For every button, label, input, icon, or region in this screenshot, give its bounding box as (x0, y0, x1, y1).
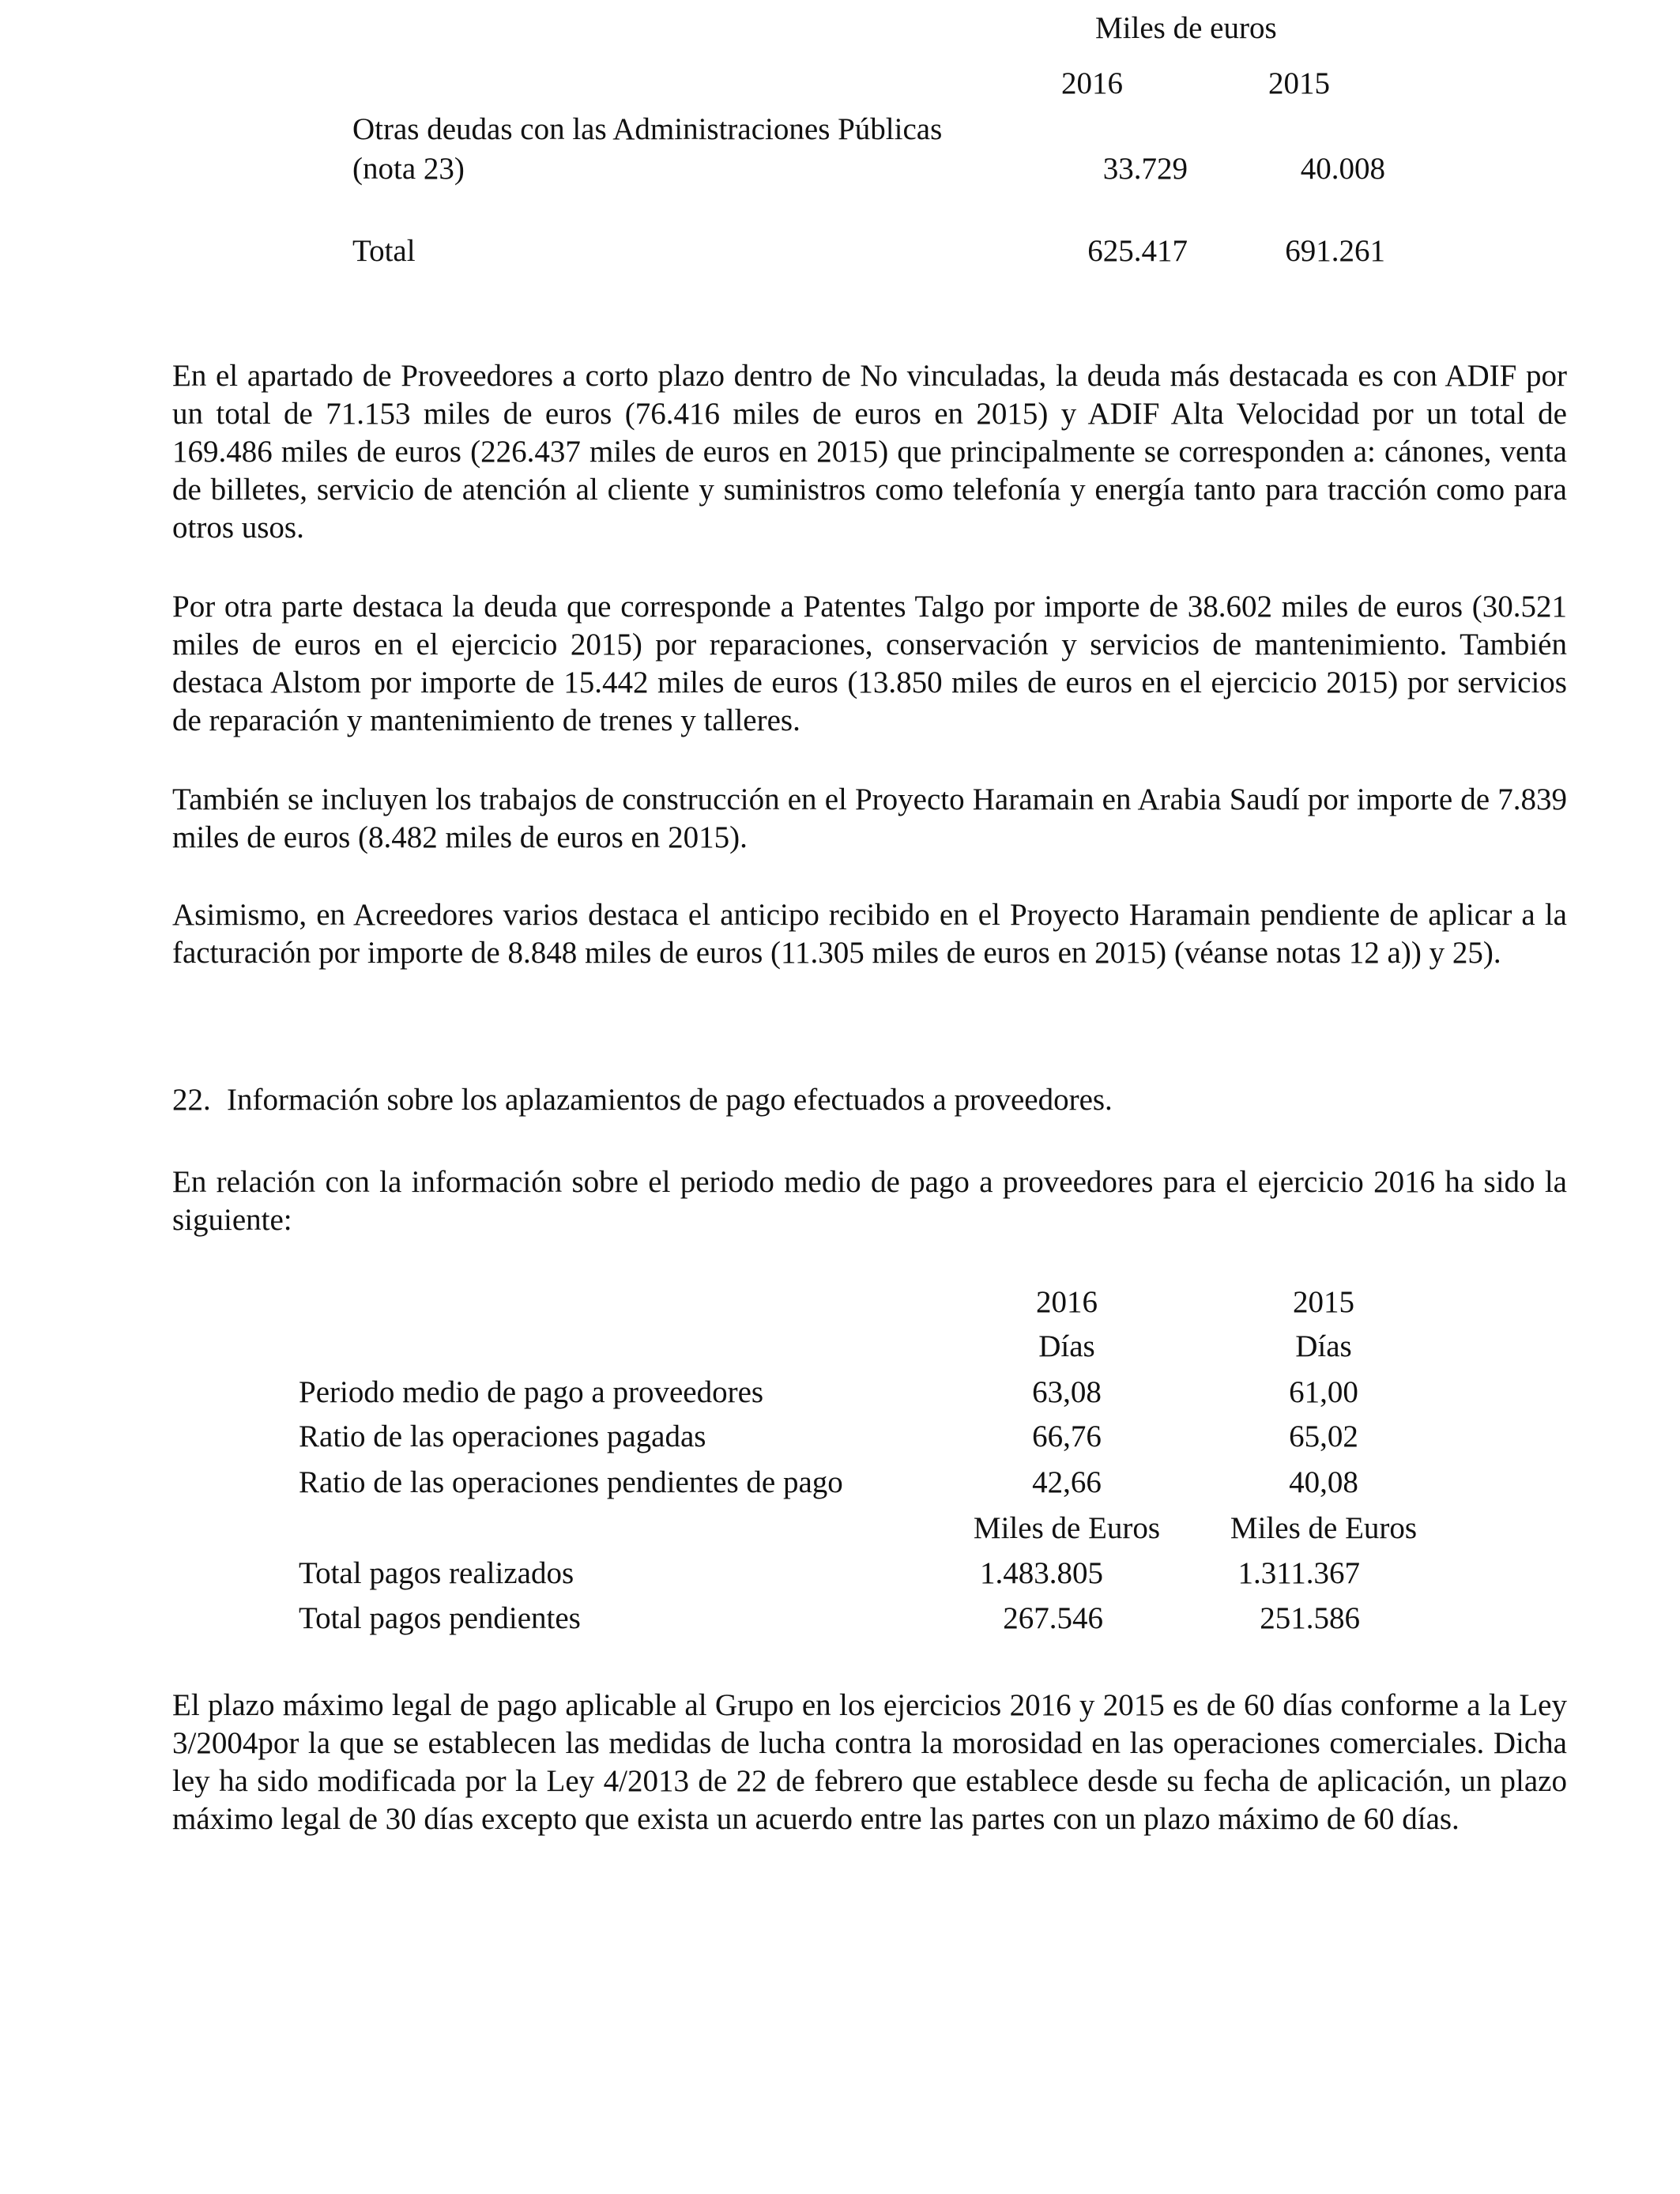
table2-cell: 251.586 (1260, 1601, 1360, 1635)
table1-cell: 40.008 (1300, 152, 1385, 186)
table2-cell: 61,00 (1289, 1375, 1358, 1409)
table2-unit-days-2016: Días (1038, 1329, 1095, 1363)
closing-paragraph: El plazo máximo legal de pago aplicable al Grupo en los ejercicios 2016 y 2015 es de 60 días conforme a la Ley 3/2004por la que se establecen las medidas de lucha contra la morosidad en las operaciones comerciales. Dicha ley ha sido modificada por la Ley 4/2013 de 22 de febrero que establece desde su fecha de aplicación, un plazo máximo legal de 30 días excepto que exista un acuerdo entre las partes con un plazo máximo de 60 días. (172, 1688, 1567, 1836)
table2-unit-euros-2016: Miles de Euros (973, 1511, 1161, 1545)
paragraph-acreedores: Asimismo, en Acreedores varios destaca el anticipo recibido en el Proyecto Haramain pendiente de aplicar a la facturación por importe de 8.848 miles de euros (11.305 miles de euros en 2015) (véanse notas 12 a)) y 25). (172, 898, 1567, 970)
table2-cell: 267.546 (1003, 1601, 1103, 1635)
table2-row-label: Periodo medio de pago a proveedores (299, 1375, 764, 1409)
section22-intro: En relación con la información sobre el periodo medio de pago a proveedores para el ejercicio 2016 ha sido la siguiente: (172, 1165, 1567, 1237)
table2-year-2015: 2015 (1293, 1285, 1354, 1319)
table1-cell: 33.729 (1102, 152, 1188, 186)
table2-cell: 1.483.805 (980, 1556, 1103, 1590)
table1-unit-header: Miles de euros (1095, 11, 1277, 45)
table1-total-label: Total (352, 234, 416, 268)
table2-cell: 63,08 (1032, 1375, 1102, 1409)
section22-title: Información sobre los aplazamientos de pago efectuados a proveedores. (227, 1083, 1113, 1117)
table1-year-2016: 2016 (1061, 66, 1123, 100)
paragraph-talgo-alstom: Por otra parte destaca la deuda que corresponde a Patentes Talgo por importe de 38.602 miles de euros (30.521 miles de euros en el ejercicio 2015) por reparaciones, conservación y servicios de mantenimiento. También destaca Alstom por importe de 15.442 miles de euros (13.850 miles de euros en el ejercicio 2015) por servicios de reparación y mantenimiento de trenes y talleres. (172, 590, 1567, 737)
table2-row-label: Ratio de las operaciones pagadas (299, 1419, 706, 1453)
table2-cell: 42,66 (1032, 1465, 1102, 1499)
table2-cell: 66,76 (1032, 1419, 1102, 1453)
table1-row-label-line2: (nota 23) (352, 152, 465, 186)
table2-unit-days-2015: Días (1295, 1329, 1352, 1363)
table2-row-label: Total pagos pendientes (299, 1601, 581, 1635)
table2-cell: 65,02 (1289, 1419, 1358, 1453)
table2-cell: 40,08 (1289, 1465, 1358, 1499)
section22-number: 22. (172, 1083, 211, 1117)
table2-year-2016: 2016 (1036, 1285, 1098, 1319)
table1-row-label-line1: Otras deudas con las Administraciones Públicas (352, 112, 943, 146)
table2-unit-euros-2015: Miles de Euros (1230, 1511, 1418, 1545)
table2-row-label: Ratio de las operaciones pendientes de pago (299, 1465, 843, 1499)
table2-row-label: Total pagos realizados (299, 1556, 574, 1590)
paragraph-adif: En el apartado de Proveedores a corto plazo dentro de No vinculadas, la deuda más destacada es con ADIF por un total de 71.153 miles de euros (76.416 miles de euros en 2015) y ADIF Alta Velocidad por un total de 169.486 miles de euros (226.437 miles de euros en 2015) que principalmente se corresponden a: cánones, venta de billetes, servicio de atención al cliente y suministros como telefonía y energía tanto para tracción como para otros usos. (172, 359, 1567, 545)
table2-cell: 1.311.367 (1237, 1556, 1360, 1590)
table1-total-2015: 691.261 (1285, 234, 1385, 268)
table1-year-2015: 2015 (1268, 66, 1330, 100)
table1-total-2016: 625.417 (1087, 234, 1188, 268)
paragraph-haramain-construction: También se incluyen los trabajos de construcción en el Proyecto Haramain en Arabia Saudí por importe de 7.839 miles de euros (8.482 miles de euros en 2015). (172, 782, 1567, 854)
